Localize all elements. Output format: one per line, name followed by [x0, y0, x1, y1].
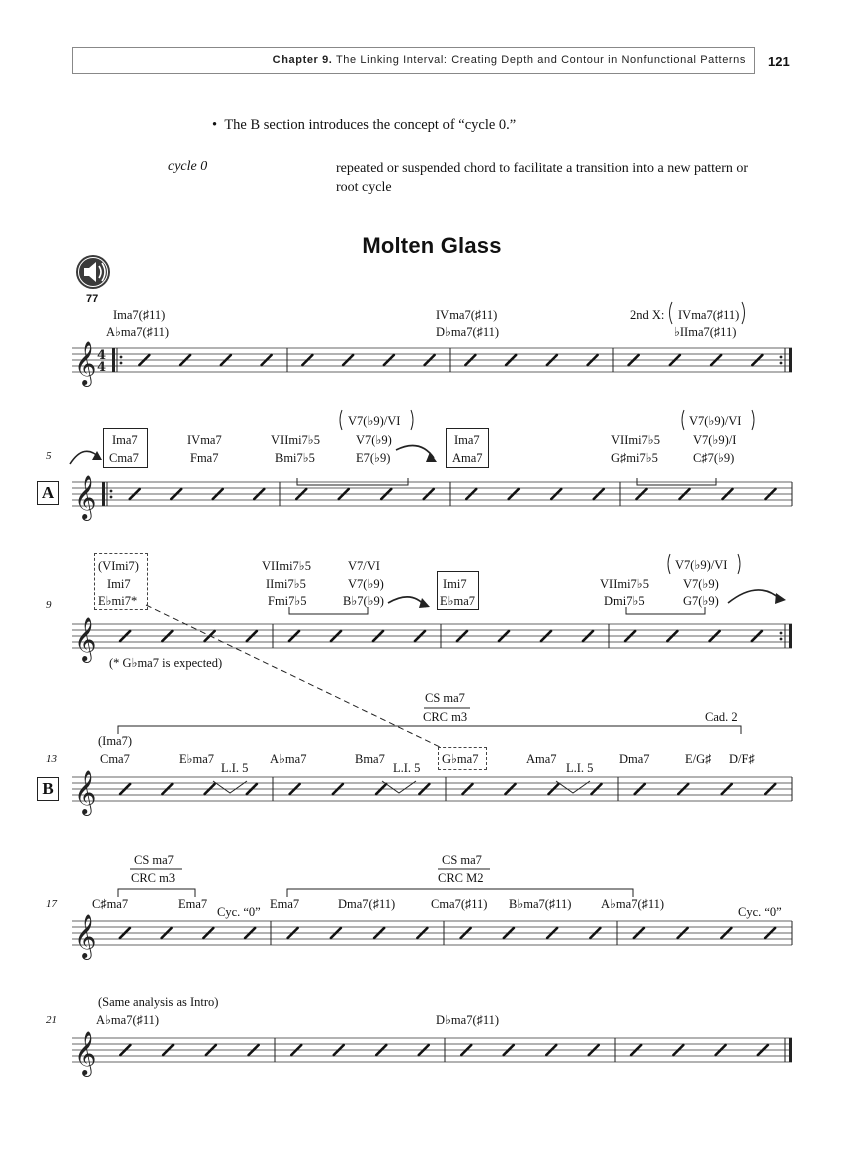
chord-symbol: Bmi7♭5	[275, 451, 315, 465]
treble-clef-icon: 𝄞	[74, 341, 97, 385]
chord-symbol: Ema7	[178, 897, 208, 911]
section-label-a: A	[37, 481, 59, 505]
chord-symbol: B♭ma7(♯11)	[509, 897, 572, 911]
definition-term: cycle 0	[168, 159, 208, 174]
chord-symbol: Ama7	[526, 752, 557, 766]
chord-secondary: V7(♭9)/VI	[675, 558, 728, 572]
chord-symbol: A♭ma7	[270, 752, 307, 766]
chord-symbol: A♭ma7(♯11)	[96, 1013, 160, 1027]
treble-clef-icon: 𝄞	[74, 1031, 97, 1075]
chord-symbol: G7(♭9)	[683, 594, 719, 608]
chord-secondary: V7(♭9)/VI	[689, 414, 742, 428]
chord-symbol: C♯ma7	[92, 897, 129, 911]
chord-symbol: Bma7	[355, 752, 385, 766]
chord-roman: V7(♭9)	[683, 577, 719, 591]
staff-system	[72, 770, 792, 816]
treble-clef-icon: 𝄞	[74, 475, 97, 519]
chord-symbol: G♯mi7♭5	[611, 451, 658, 465]
chord-roman: Imi7	[107, 577, 131, 591]
section-label-b: B	[37, 777, 59, 801]
chord-symbol: Cma7	[109, 451, 139, 465]
chord-symbol: Fma7	[190, 451, 219, 465]
cs-label: CS ma7	[134, 853, 174, 867]
chord-roman: VIImi7♭5	[262, 559, 311, 573]
linking-interval-label: L.I. 5	[566, 761, 594, 775]
piece-title: Molten Glass	[362, 233, 502, 258]
measure-number: 21	[46, 1014, 57, 1026]
staff-system	[72, 914, 792, 960]
chord-roman: (Ima7)	[98, 734, 133, 748]
crc-label: CRC m3	[423, 710, 468, 724]
chord-symbol: A♭ma7(♯11)	[106, 325, 170, 339]
page-number: 121	[768, 54, 790, 69]
chord-roman: Imi7	[443, 577, 467, 591]
chord-roman: Ima7	[112, 433, 138, 447]
chord-roman: IVma7	[187, 433, 222, 447]
measure-number: 13	[46, 753, 57, 765]
treble-clef-icon: 𝄞	[74, 770, 97, 814]
audio-track-number: 77	[86, 293, 99, 305]
chord-roman: VIImi7♭5	[611, 433, 660, 447]
chapter-title: The Linking Interval: Creating Depth and Contour in Nonfunctional Patterns	[335, 54, 746, 66]
chord-symbol: Fmi7♭5	[268, 594, 307, 608]
chord-roman: Ima7	[454, 433, 480, 447]
time-signature-bottom: 4	[97, 360, 107, 375]
chord-roman: (VImi7)	[98, 559, 139, 573]
chord-symbol: D♭ma7(♯11)	[436, 1013, 500, 1027]
chord-symbol: G♭ma7	[442, 752, 479, 766]
chord-symbol: D♭ma7(♯11)	[436, 325, 500, 339]
measure-number: 9	[46, 599, 52, 611]
second-time-label: 2nd X:	[630, 308, 665, 322]
measure-number: 5	[46, 450, 52, 462]
chord-roman: IImi7♭5	[266, 577, 306, 591]
chord-roman: V7/VI	[348, 559, 380, 573]
linking-interval-label: L.I. 5	[221, 761, 249, 775]
cadence-label: Cad. 2	[705, 710, 738, 724]
staff-system	[72, 475, 792, 521]
chord-symbol: E♭ma7	[440, 594, 476, 608]
definition-text: repeated or suspended chord to facilitate a transition into a new pattern or root cycle	[336, 161, 749, 195]
measure-number: 17	[46, 898, 57, 910]
time-signature-top: 4	[97, 348, 107, 363]
chapter-label: Chapter 9.	[272, 54, 333, 66]
chord-symbol: A♭ma7(♯11)	[601, 897, 665, 911]
chord-symbol: Ama7	[452, 451, 483, 465]
chord-symbol: E7(♭9)	[356, 451, 391, 465]
chord-roman: Ima7(♯11)	[113, 308, 166, 322]
cs-label: CS ma7	[425, 691, 465, 705]
crc-label: CRC M2	[438, 871, 484, 885]
speaker-icon[interactable]	[76, 255, 110, 289]
bullet-text: The B section introduces the concept of “cycle 0.”	[224, 117, 517, 133]
chord-roman: V7(♭9)/I	[693, 433, 737, 447]
chord-symbol: Ema7	[270, 897, 300, 911]
treble-clef-icon: 𝄞	[74, 914, 97, 958]
chord-roman: V7(♭9)	[348, 577, 384, 591]
chord-symbol: ♭IIma7(♯11)	[674, 325, 737, 339]
chord-roman: IVma7(♯11)	[678, 308, 740, 322]
chord-symbol: Dma7(♯11)	[338, 897, 396, 911]
chord-roman: IVma7(♯11)	[436, 308, 498, 322]
chord-symbol: B♭7(♭9)	[343, 594, 384, 608]
chord-roman: VIImi7♭5	[600, 577, 649, 591]
cs-label: CS ma7	[442, 853, 482, 867]
cycle-zero-label: Cyc. “0”	[738, 905, 782, 919]
chord-symbol: C♯7(♭9)	[693, 451, 735, 465]
chord-symbol: D/F♯	[729, 752, 755, 766]
bullet-item: • The B section introduces the concept of “cycle 0.”	[212, 117, 517, 133]
chord-symbol: Cma7(♯11)	[431, 897, 488, 911]
chord-symbol: E/G♯	[685, 752, 712, 766]
chord-symbol: Cma7	[100, 752, 130, 766]
treble-clef-icon: 𝄞	[74, 617, 97, 661]
staff-system	[72, 341, 792, 387]
chord-symbol: E♭ma7	[179, 752, 215, 766]
chord-symbol: E♭mi7*	[98, 594, 138, 608]
chord-symbol: Dma7	[619, 752, 650, 766]
cycle-zero-label: Cyc. “0”	[217, 905, 261, 919]
chord-roman: V7(♭9)	[356, 433, 392, 447]
chord-symbol: Dmi7♭5	[604, 594, 645, 608]
chord-roman: VIImi7♭5	[271, 433, 320, 447]
linking-interval-label: L.I. 5	[393, 761, 421, 775]
chord-secondary: V7(♭9)/VI	[348, 414, 401, 428]
staff-system	[72, 1031, 792, 1077]
analysis-note: (Same analysis as Intro)	[98, 995, 219, 1009]
footnote: (* G♭ma7 is expected)	[109, 656, 223, 670]
crc-label: CRC m3	[131, 871, 176, 885]
